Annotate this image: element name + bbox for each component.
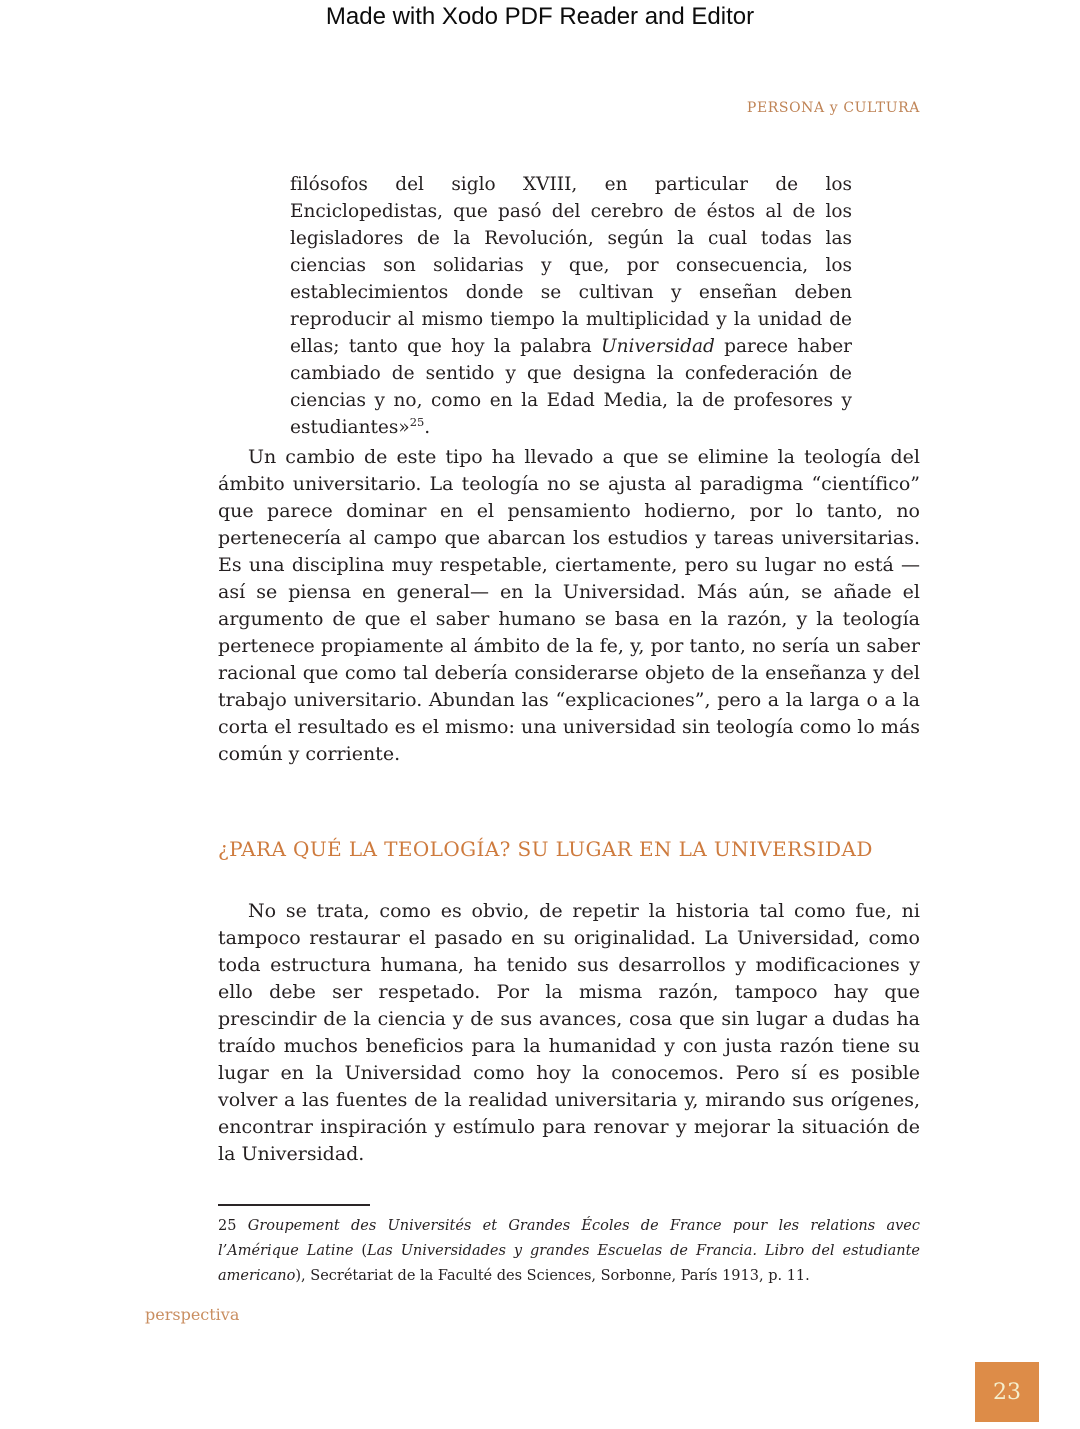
quote-closing-period: .: [424, 417, 431, 438]
journal-footer-label: perspectiva: [145, 1305, 240, 1324]
footnote-publisher: ), Secrétariat de la Faculté des Sciences, Sorbonne, París 1913, p. 11.: [295, 1268, 810, 1284]
footnote-title-french: Groupement des Universités et Grandes Écoles de France pour les relations avec l’Amérique Latine: [218, 1218, 920, 1259]
footnote-text: [218, 1214, 920, 1289]
footnote-number: 25: [218, 1218, 248, 1234]
page-number-badge: [975, 1362, 1039, 1422]
page-number: 23: [993, 1379, 1021, 1405]
watermark-text: Made with Xodo PDF Reader and Editor: [325, 3, 755, 30]
paragraph-no-se-trata: No se trata, como es obvio, de repetir la historia tal como fue, ni tampoco restaurar el pasado en su originalidad. La Universidad, como toda estructura humana, ha tenido sus desarrollos y modificaciones y ello debe ser respetado. Por la misma razón, tampoco hay que prescindir de la ciencia y de sus avances, cosa que sin lugar a dudas ha traído muchos beneficios para la humanidad y con justa razón tiene su lugar en la Universidad como hoy la conocemos. Pero sí es posible volver a las fuentes de la realidad universitaria y, mirando sus orígenes, encontrar inspiración y estímulo para renovar y mejorar la situación de la Universidad.: [218, 900, 920, 1165]
footnote-reference: 25: [409, 414, 425, 429]
section-heading: ¿PARA QUÉ LA TEOLOGÍA? SU LUGAR EN LA UNIVERSIDAD: [218, 837, 873, 861]
footnote-separator-rule: [218, 1204, 370, 1206]
footnote-open-paren: (: [353, 1243, 368, 1259]
footnote-title-spanish: Las Universidades y grandes Escuelas de Francia. Libro del estudiante americano: [218, 1243, 920, 1284]
paragraph-un-cambio: Un cambio de este tipo ha llevado a que se elimine la teología del ámbito universitario. La teología no se ajusta al paradigma “científico” que parece dominar en el pensamiento hodierno, por lo tanto, no pertenecería al campo que abarcan los estudios y tareas universitarias. Es una disciplina muy respetable, ciertamente, pero su lugar no está —así se piensa en general— en la Universidad. Más aún, se añade el argumento de que el saber humano se basa en la razón, y la teología pertenece propiamente al ámbito de la fe, y, por tanto, no sería un saber racional que como tal debería considerarse objeto de la enseñanza y del trabajo universitario. Abundan las “explicaciones”, pero a la larga o a la corta el resultado es el mismo: una universidad sin teología como lo más común y corriente.: [218, 446, 920, 765]
quote-text-end: parece haber cambiado de sentido y que designa la confederación de ciencias y no, como en la Edad Media, la de profesores y estudiantes»: [290, 336, 852, 438]
running-header: PERSONA y CULTURA: [746, 100, 920, 116]
block-quote: [290, 171, 852, 441]
footnote-block: [218, 1204, 920, 1289]
quote-italic-word: Universidad: [601, 336, 715, 357]
quote-text-start: filósofos del siglo XVIII, en particular de los Enciclopedistas, que pasó del cerebro de éstos al de los legisladores de la Revolución, según la cual todas las ciencias son solidarias y que, por consecuencia, los establecimientos donde se cultivan y enseñan deben reproducir al mismo tiempo la multiplicidad y la unidad de ellas; tanto que hoy la palabra: [290, 174, 852, 357]
